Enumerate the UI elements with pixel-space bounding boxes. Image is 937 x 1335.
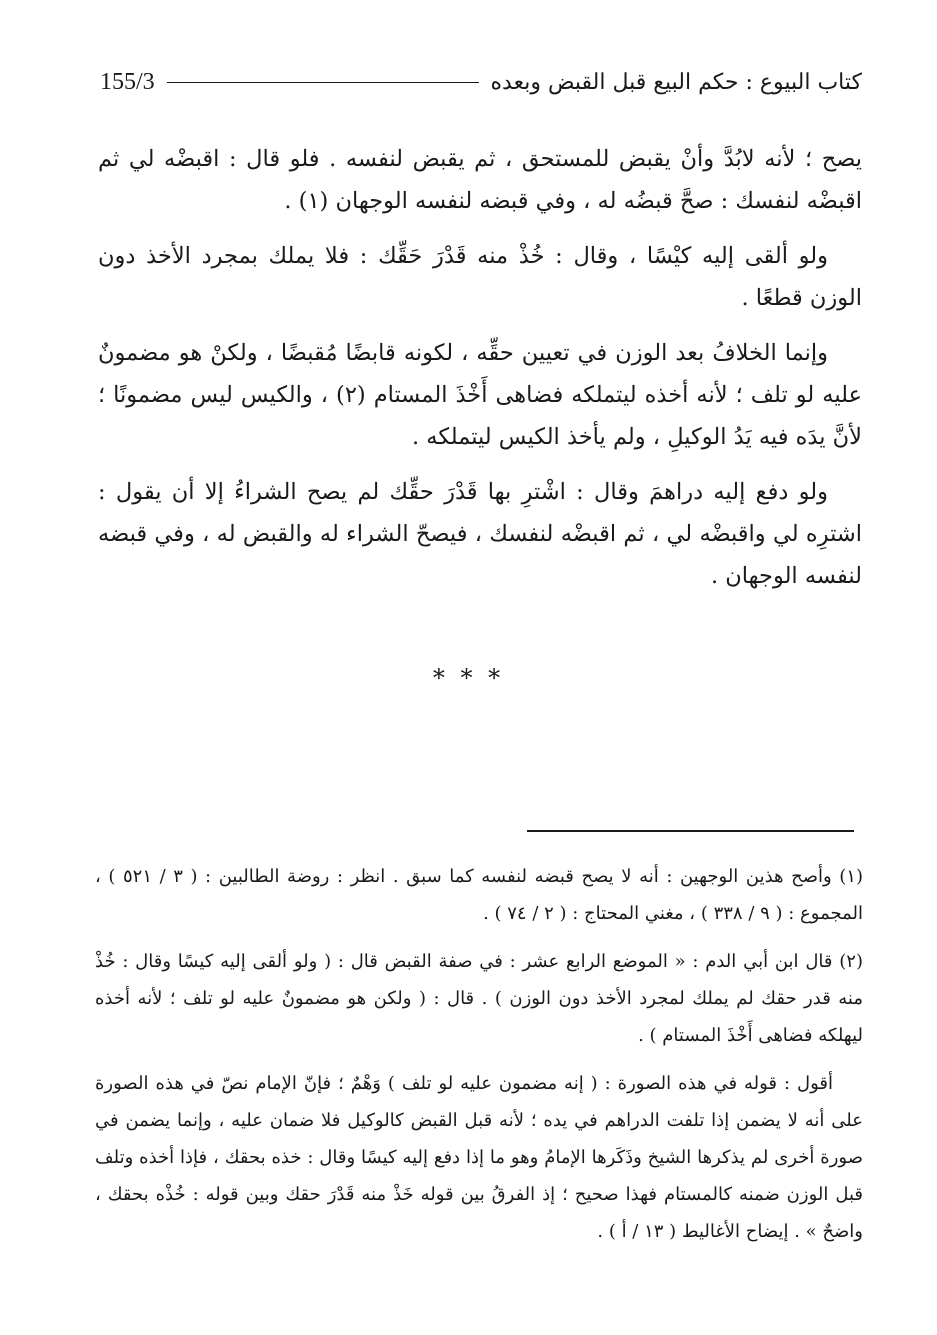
paragraph-1: يصح ؛ لأنه لابُدَّ وأنْ يقبض للمستحق ، ثم يقبض لنفسه . فلو قال : اقبضْه لي ثم اقبضْه لنفسك : صحَّ قبضُه له ، وفي قبضه لنفسه الوجهان (١) . bbox=[98, 146, 862, 214]
footnote-2: (٢) قال ابن أبي الدم : « الموضع الرابع عشر : في صفة القبض قال : ( ولو ألقى إليه كيسًا وقال : خُذْ منه قدر حقك لم يملك لمجرد الأخذ دون الوزن ) . قال : ( ولكن هو مضمونٌ عليه لو تلف ؛ لأنه أخذه ليهلكه فضاهى أَخْذَ المستام ) . bbox=[95, 951, 864, 1046]
paragraph-2: ولو ألقى إليه كيْسًا ، وقال : خُذْ منه قَدْرَ حَقِّك : فلا يملك بمجرد الأخذ دون الوزن قطعًا . bbox=[98, 243, 862, 311]
paragraph-4: ولو دفع إليه دراهمَ وقال : اشْترِ بها قَدْرَ حقِّك لم يصح الشراءُ إلا أن يقول : اشترِه لي واقبضْه لي ، ثم اقبضْه لنفسك ، فيصحّ الشراء له والقبض له ، وفي قبضه لنفسه الوجهان . bbox=[98, 479, 862, 589]
footnotes bbox=[95, 858, 863, 1261]
section-separator: * * * bbox=[432, 664, 505, 692]
footnote-2-commentary: أقول : قوله في هذه الصورة : ( إنه مضمون عليه لو تلف ) وَهْمٌ ؛ فإنّ الإمام نصّ في هذه الصورة على أنه لا يضمن إذا تلفت الدراهم في يده ؛ لأنه قبل القبض كالوكيل فلا ضمان عليه ، وإنما يضمن في صورة أخرى لم يذكرها الشيخ وذَكَرها الإمامُ وهو ما إذا دفع إليه كيسًا وقال : خذه بحقك ، فإذا أخذه وتلف قبل الوزن ضمنه كالمستام فهذا صحيح ؛ إذ الفرقُ بين قوله خَذْ منه قَدْرَ حقك وبين قوله : خُذْه بحقك ، واضحٌ » . إيضاح الأغاليط ( ١٣ / أ ) . bbox=[95, 1073, 863, 1242]
footnote-1: (١) وأصح هذين الوجهين : أنه لا يصح قبضه لنفسه كما سبق . انظر : روضة الطالبين : ( ٣ / ٥٢١ ) ، المجموع : ( ٩ / ٣٣٨ ) ، مغني المحتاج : ( ٢ / ٧٤ ) . bbox=[95, 866, 863, 924]
footnote-divider bbox=[527, 830, 854, 832]
header-title: كتاب البيوع : حكم البيع قبل القبض وبعده bbox=[490, 69, 862, 95]
header-rule bbox=[167, 82, 479, 83]
main-text bbox=[98, 138, 862, 610]
paragraph-3: وإنما الخلافُ بعد الوزن في تعيين حقِّه ، لكونه قابضًا مُقبضًا ، ولكنْ هو مضمونٌ عليه لو تلف ؛ لأنه أخذه ليتملكه فضاهى أَخْذَ المستام (٢) ، والكيس ليس مضمونًا ؛ لأنَّ يدَه فيه يَدُ الوكيلِ ، ولم يأخذ الكيس ليتملكه . bbox=[98, 340, 863, 450]
page-number: 155/3 bbox=[100, 68, 155, 95]
running-header bbox=[100, 62, 862, 102]
